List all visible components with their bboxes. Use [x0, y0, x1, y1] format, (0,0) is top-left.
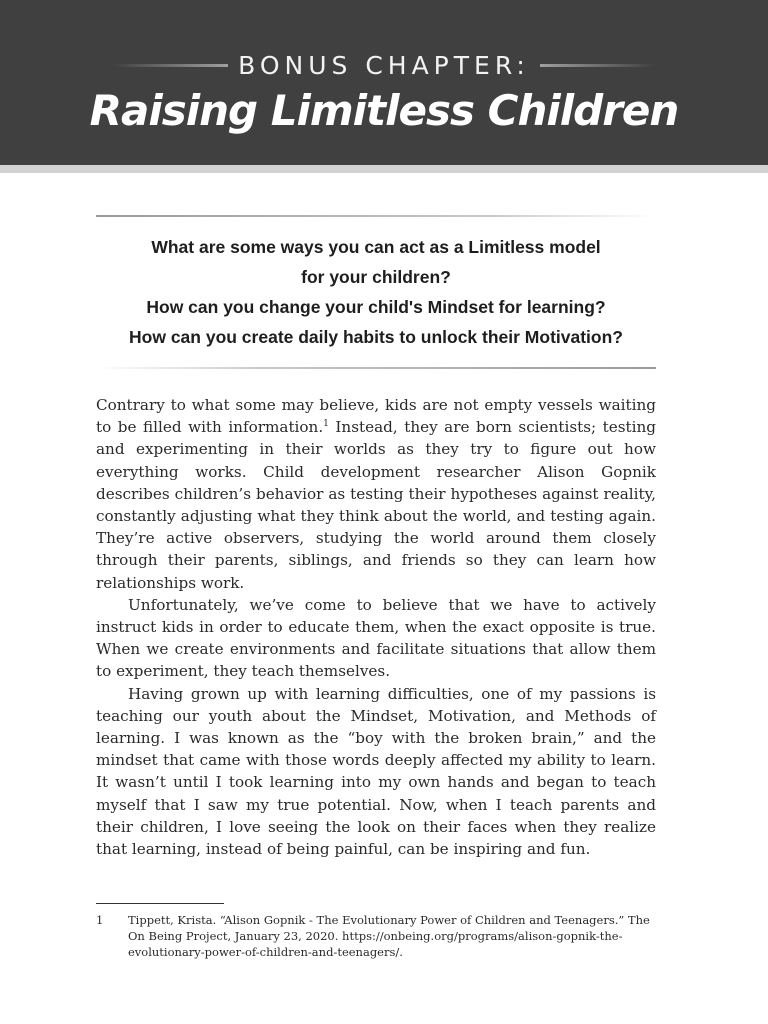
bonus-chapter-row [0, 48, 768, 82]
question-line: What are some ways you can act as a Limitless model [151, 237, 601, 257]
question-line: How can you change your child's Mindset for learning? [146, 297, 606, 317]
question-line: for your children? [301, 267, 451, 287]
footnote [96, 912, 656, 960]
chapter-title: Raising Limitless Children [89, 86, 679, 135]
paragraph-text: Instead, they are born scientists; testing and experimenting in their worlds as they try to figure out how everything works. Child development researcher Alison Gopnik describes children’s behavior as testing their hypotheses against reality, constantly adjusting what they think about the world, and testing again. They’re active observers, studying the world around them closely through their parents, siblings, and friends so they can learn how relationships work. [96, 418, 656, 592]
chapter-eyebrow: BONUS CHAPTER: [238, 50, 530, 80]
eyebrow-rule-left [113, 64, 228, 67]
header-underline [0, 165, 768, 173]
paragraph [96, 394, 656, 594]
footnote-text: Tippett, Krista. “Alison Gopnik - The Evolutionary Power of Children and Teenagers.” The On Being Project, January 23, 2020. https://onbeing.org/programs/alison-gopnik-the-evolutionary-power-of-children-and-teenagers/. [128, 913, 650, 959]
questions-rule-top [96, 215, 656, 217]
footnote-number: 1 [96, 913, 104, 927]
question-line: How can you create daily habits to unlock their Motivation? [129, 327, 623, 347]
footnote-divider [96, 903, 224, 904]
questions-rule-bottom [96, 367, 656, 369]
body-text [96, 394, 656, 860]
footnote-reference[interactable]: 1 [323, 419, 329, 430]
paragraph-text: Contrary to what some may believe, kids are not empty vessels waiting to be filled with information. [96, 396, 656, 437]
paragraph: Having grown up with learning difficulties, one of my passions is teaching our youth about the Mindset, Motivation, and Methods of learning. I was known as the “boy with the broken brain,” and the mindset that came with those words deeply affected my ability to learn. It wasn’t until I took learning into my own hands and began to teach myself that I saw my true potential. Now, when I teach parents and their children, I love seeing the look on their faces when they realize that learning, instead of being painful, can be inspiring and fun. [96, 684, 656, 859]
chapter-questions [96, 232, 656, 352]
chapter-header [0, 0, 768, 165]
paragraph: Unfortunately, we’ve come to believe that we have to actively instruct kids in order to educate them, when the exact opposite is true. When we create environments and facilitate situations that allow them to experiment, they teach themselves. [96, 595, 656, 681]
eyebrow-rule-right [540, 64, 655, 67]
